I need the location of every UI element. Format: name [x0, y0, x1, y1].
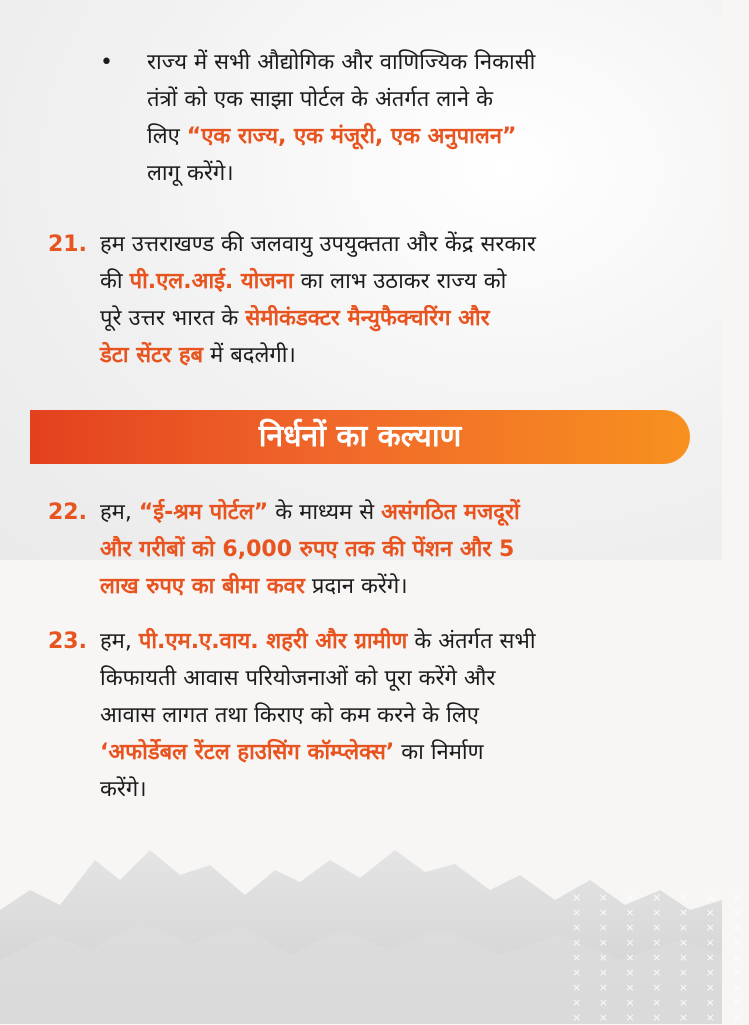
item-22-highlight-eshram: “ई-श्रम पोर्टल”: [138, 500, 269, 525]
bullet-line-3-text: लिए: [147, 124, 187, 149]
section-title: निर्धनों का कल्याण: [258, 419, 462, 454]
item-21-line-2: [100, 263, 506, 300]
item-23-number: 23.: [48, 629, 87, 654]
bullet-marker: •: [100, 50, 113, 75]
item-23-line-4-b: का निर्माण: [394, 740, 484, 765]
bullet-highlight: “एक राज्य, एक मंजूरी, एक अनुपालन”: [186, 124, 517, 149]
item-21-line-4-b: में बदलेगी।: [203, 343, 296, 368]
item-23-highlight-rental: ‘अफोर्डेबल रेंटल हाउसिंग कॉम्प्लेक्स’: [100, 740, 395, 765]
item-21-highlight-semiconductor: सेमीकंडक्टर मैन्युफैक्चरिंग और: [245, 306, 490, 331]
item-21-number: 21.: [48, 232, 87, 257]
item-22-line-3: [100, 568, 408, 605]
item-23-line-2: किफायती आवास परियोजनाओं को पूरा करेंगे और: [100, 666, 496, 691]
item-23-line-3: आवास लागत तथा किराए को कम करने के लिए: [100, 703, 479, 728]
item-22-highlight-workers: असंगठित मजदूरों: [381, 500, 520, 525]
item-21-line-4: [100, 337, 296, 374]
item-21-line-2-b: का लाभ उठाकर राज्य को: [293, 269, 507, 294]
item-21-line-1: हम उत्तराखण्ड की जलवायु उपयुक्तता और केंद्र सरकार: [100, 232, 536, 257]
bullet-line-1: राज्य में सभी औद्योगिक और वाणिज्यिक निकासी: [147, 50, 536, 75]
item-22-highlight-insurance: लाख रुपए का बीमा कवर: [100, 574, 305, 599]
item-22-line-3-b: प्रदान करेंगे।: [304, 574, 408, 599]
item-23-line-1: [100, 623, 536, 660]
bullet-line-4: लागू करेंगे।: [147, 161, 234, 186]
item-23-line-5: करेंगे।: [100, 777, 147, 802]
item-23-line-1-a: हम,: [100, 629, 139, 654]
item-23-line-1-b: के अंतर्गत सभी: [407, 629, 536, 654]
item-21-highlight-pli: पी.एल.आई. योजना: [129, 269, 294, 294]
item-23-highlight-pmay: पी.एम.ए.वाय. शहरी और ग्रामीण: [138, 629, 408, 654]
item-21-line-2-a: की: [100, 269, 130, 294]
item-22-line-1-a: हम,: [100, 500, 139, 525]
item-22-line-1-b: के माध्यम से: [268, 500, 382, 525]
section-banner: [30, 410, 690, 464]
item-21-line-3: [100, 300, 490, 337]
item-22-number: 22.: [48, 500, 87, 525]
cross-pattern-decoration: × × × × × × × × × × × × × × × × × × × × × × × × × × × × × × × × × × × × × × × × × × × × × × × × × × × × × × × × × × × × × × ×: [572, 891, 749, 1024]
item-22-line-1: [100, 494, 520, 531]
item-21-line-3-a: पूरे उत्तर भारत के: [100, 306, 246, 331]
item-21-highlight-datacenter: डेटा सेंटर हब: [100, 343, 204, 368]
bullet-line-3: [147, 118, 516, 155]
bullet-line-2: तंत्रों को एक साझा पोर्टल के अंतर्गत लाने के: [147, 87, 493, 112]
item-22-line-2: और गरीबों को 6,000 रुपए तक की पेंशन और 5: [100, 537, 515, 562]
item-23-line-4: [100, 734, 483, 771]
